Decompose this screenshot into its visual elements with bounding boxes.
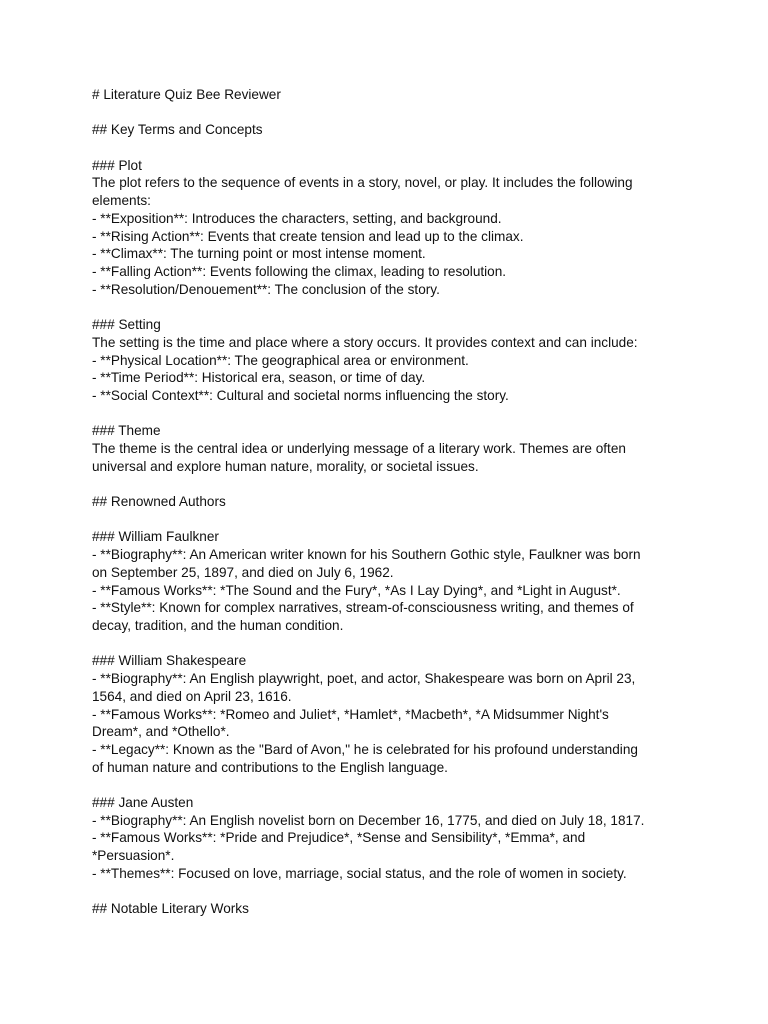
text-line: The plot refers to the sequence of events in a story, novel, or play. It includes the following — [92, 175, 633, 191]
subsection-heading: ### William Shakespeare — [92, 653, 247, 669]
blank-line — [92, 298, 692, 316]
bullet-line: - **Biography**: An American writer known for his Southern Gothic style, Faulkner was born — [92, 547, 641, 563]
text-line: decay, tradition, and the human condition. — [92, 618, 344, 633]
blank-line — [92, 511, 692, 529]
text-line: The setting is the time and place where a story occurs. It provides context and can include: — [92, 334, 638, 350]
blank-line — [92, 104, 692, 122]
text-line: The theme is the central idea or underlying message of a literary work. Themes are often — [92, 441, 626, 456]
bullet-line: - **Falling Action**: Events following the climax, leading to resolution. — [92, 264, 507, 279]
text-line: on September 25, 1897, and died on July 6, 1962. — [92, 564, 394, 580]
blank-line — [92, 405, 692, 423]
subsection-heading: ### Plot — [92, 157, 142, 173]
text-line: 1564, and died on April 23, 1616. — [92, 688, 292, 704]
bullet-line: - **Famous Works**: *The Sound and the Fury*, *As I Lay Dying*, and *Light in August*. — [92, 582, 621, 598]
blank-line — [92, 635, 692, 653]
document-page — [92, 86, 692, 918]
bullet-line: - **Physical Location**: The geographical area or environment. — [92, 352, 469, 368]
subsection-heading: ### Theme — [92, 423, 161, 439]
bullet-line: - **Rising Action**: Events that create tension and lead up to the climax. — [92, 228, 524, 244]
bullet-line: - **Biography**: An English novelist born on December 16, 1775, and died on July 18, 1817. — [92, 812, 645, 828]
bullet-line: - **Style**: Known for complex narratives, stream-of-consciousness writing, and themes of — [92, 600, 634, 616]
bullet-line: - **Themes**: Focused on love, marriage, social status, and the role of women in society. — [92, 865, 627, 881]
bullet-line: - **Famous Works**: *Romeo and Juliet*, *Hamlet*, *Macbeth*, *A Midsummer Night's — [92, 706, 609, 722]
bullet-line: - **Time Period**: Historical era, season, or time of day. — [92, 370, 426, 386]
subsection-heading: ### Setting — [92, 317, 161, 333]
blank-line — [92, 883, 692, 901]
section-heading: ## Renowned Authors — [92, 494, 226, 510]
bullet-line: - **Climax**: The turning point or most intense moment. — [92, 246, 426, 262]
bullet-line: - **Resolution/Denouement**: The conclusion of the story. — [92, 281, 440, 297]
text-line: of human nature and contributions to the English language. — [92, 759, 448, 775]
text-line: universal and explore human nature, morality, or societal issues. — [92, 458, 479, 474]
blank-line — [92, 139, 692, 157]
bullet-line: - **Legacy**: Known as the "Bard of Avon," he is celebrated for his profound understanding — [92, 741, 638, 757]
subsection-heading: ### Jane Austen — [92, 795, 194, 810]
text-line: *Persuasion*. — [92, 848, 175, 864]
subsection-heading: ### William Faulkner — [92, 529, 219, 545]
bullet-line: - **Biography**: An English playwright, poet, and actor, Shakespeare was born on April 23, — [92, 671, 636, 687]
text-line: elements: — [92, 193, 151, 209]
bullet-line: - **Famous Works**: *Pride and Prejudice*, *Sense and Sensibility*, *Emma*, and — [92, 830, 586, 846]
blank-line — [92, 475, 692, 493]
section-heading: ## Notable Literary Works — [92, 901, 249, 917]
bullet-line: - **Social Context**: Cultural and societal norms influencing the story. — [92, 387, 509, 403]
text-line: Dream*, and *Othello*. — [92, 724, 230, 740]
section-heading: ## Key Terms and Concepts — [92, 122, 263, 138]
bullet-line: - **Exposition**: Introduces the characters, setting, and background. — [92, 210, 502, 226]
blank-line — [92, 776, 692, 794]
document-title: # Literature Quiz Bee Reviewer — [92, 87, 281, 102]
